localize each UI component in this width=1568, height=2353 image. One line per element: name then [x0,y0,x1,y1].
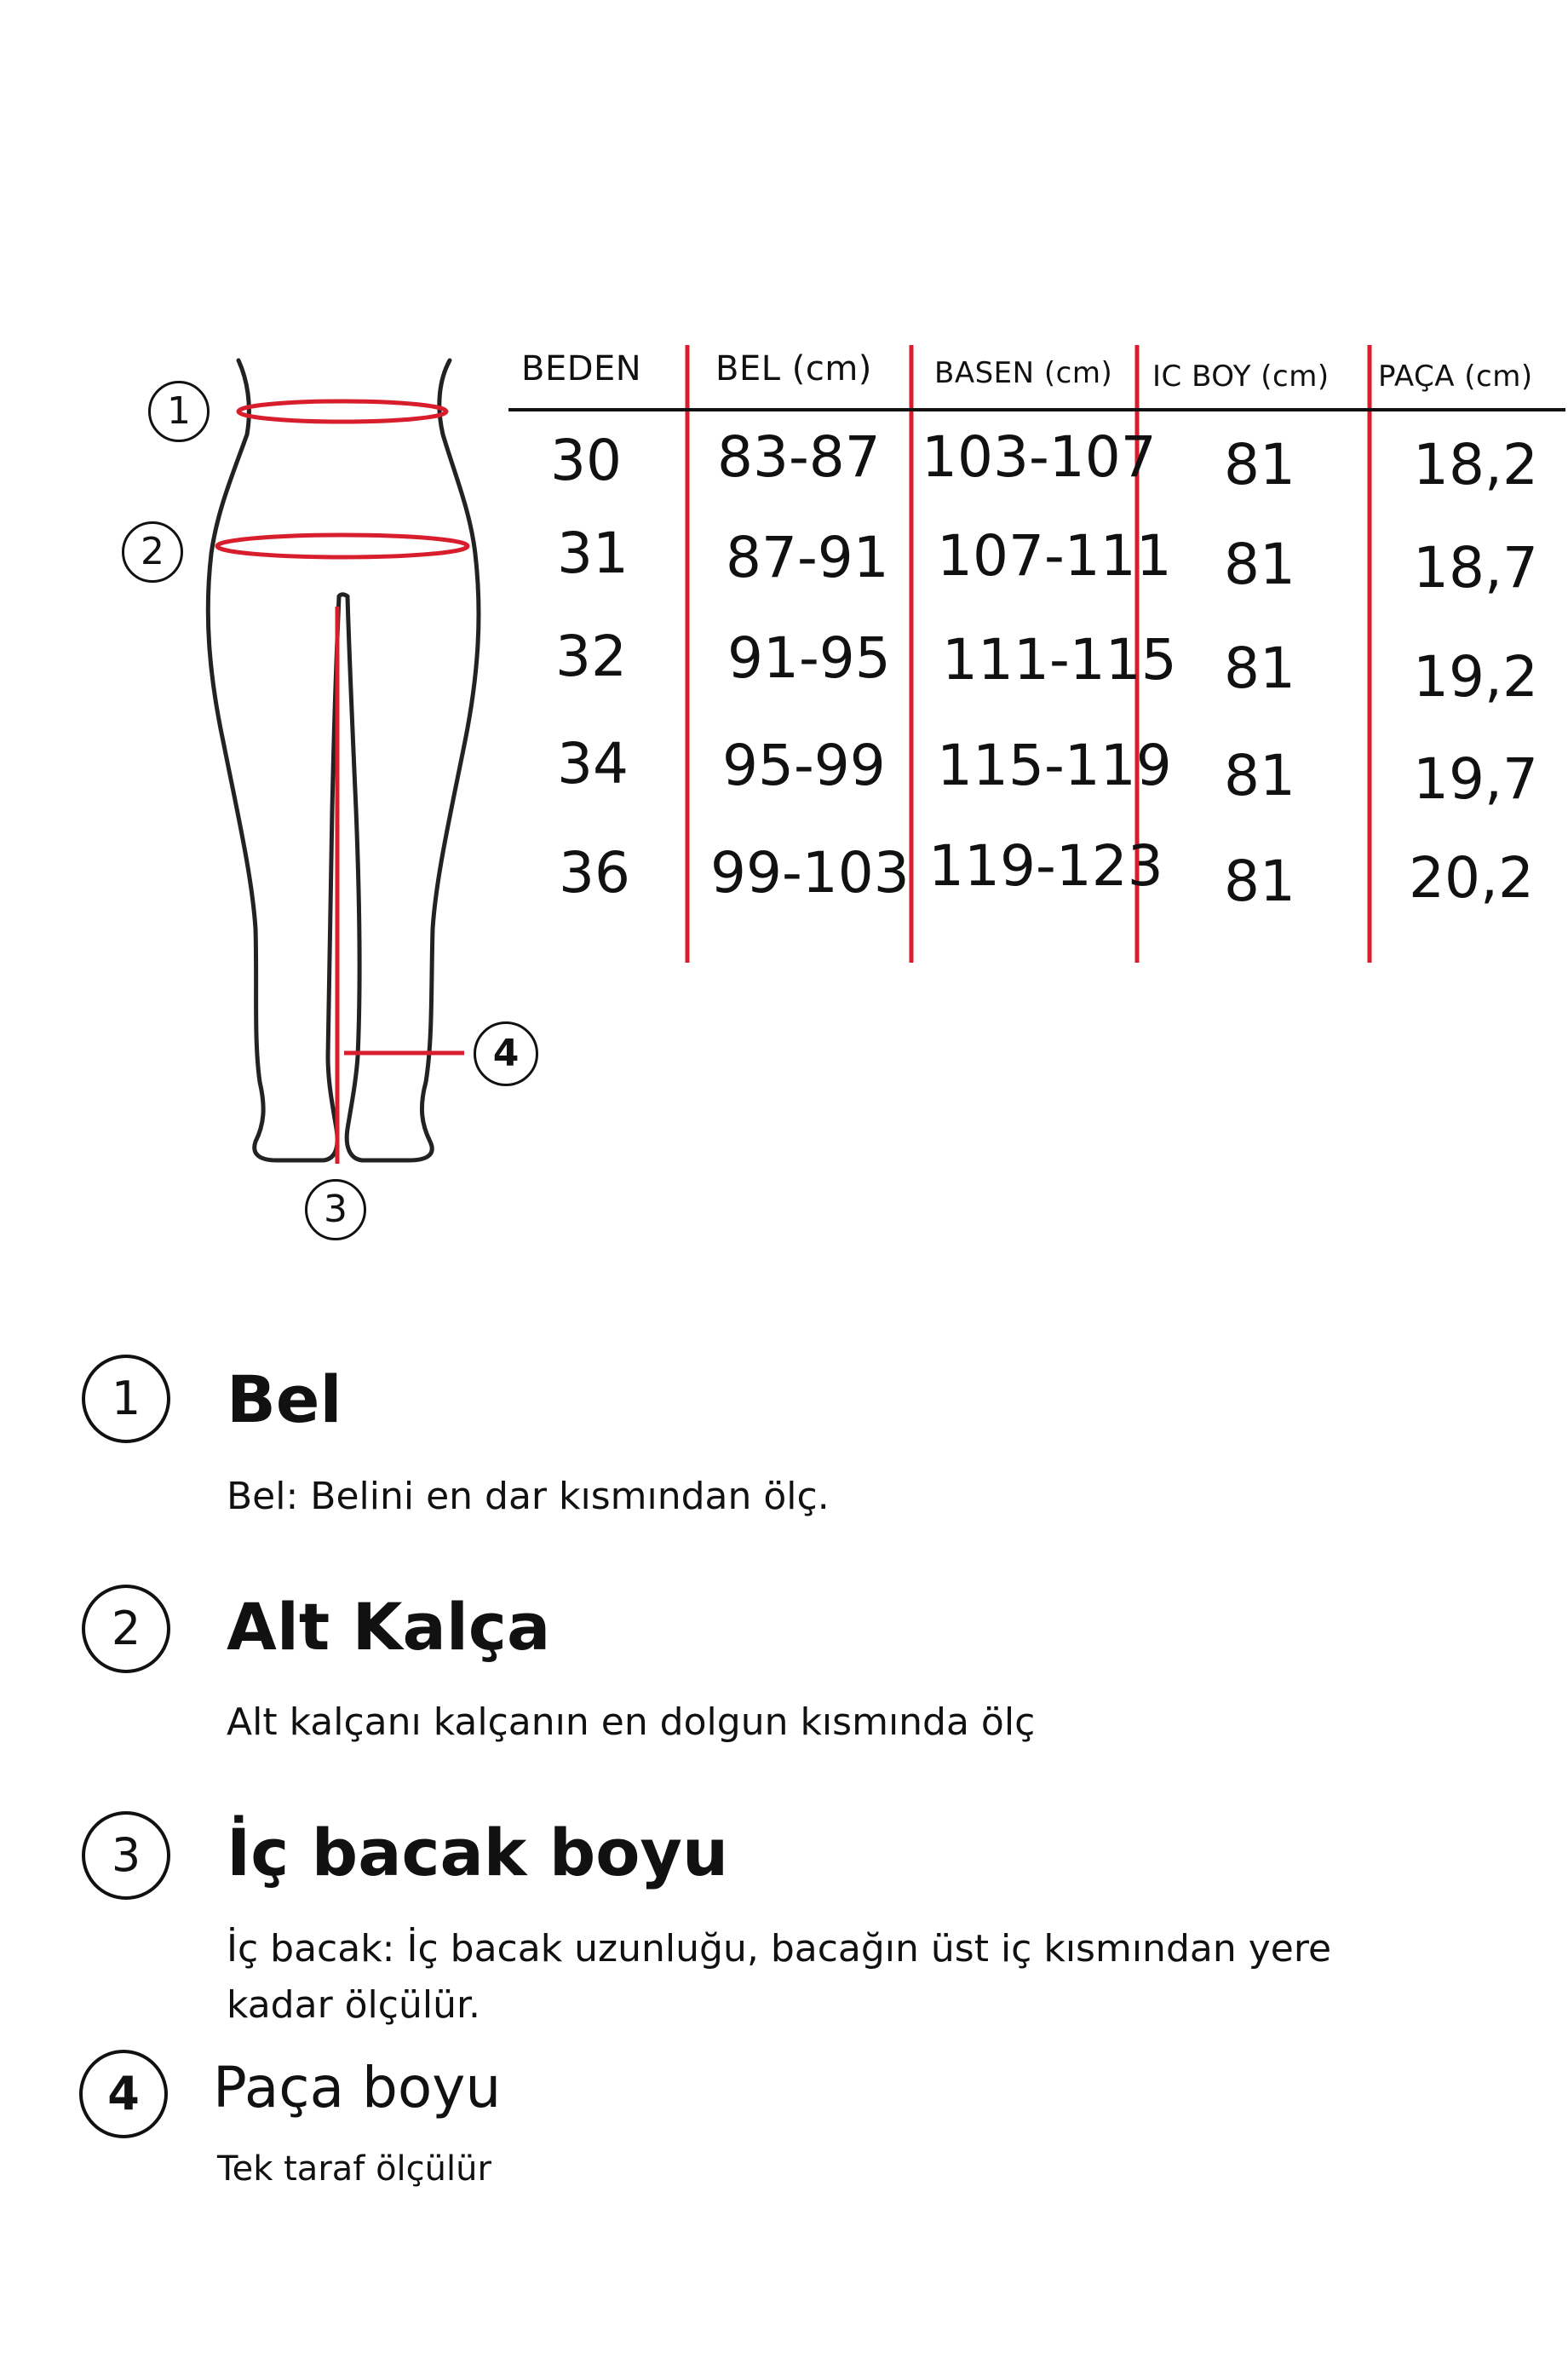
table-cell: 18,2 [1413,432,1538,498]
diagram-marker-2: 2 [122,521,183,583]
table-cell: 95-99 [722,733,886,798]
table-cell: 36 [559,840,630,906]
table-cell: 18,7 [1413,535,1538,601]
table-cell: 32 [555,624,627,689]
table-cell: 107-111 [937,523,1172,589]
diagram-marker-4: 4 [474,1021,538,1086]
legend-marker-2: 2 [82,1585,170,1673]
legend-desc-paca: Tek taraf ölçülür [217,2149,491,2189]
table-cell: 99-103 [710,840,910,906]
diagram-marker-1: 1 [148,381,210,442]
table-cell: 111-115 [942,627,1177,693]
table-cell: 115-119 [937,733,1172,798]
legend-title-bel: Bel [227,1361,342,1437]
legend-desc-bel: Bel: Belini en dar kısmından ölç. [227,1475,830,1518]
legend-title-paca: Paça boyu [213,2055,502,2120]
table-cell: 81 [1224,743,1295,808]
table-cell: 103-107 [922,424,1157,490]
legend-title-alt-kalca: Alt Kalça [227,1589,551,1665]
table-cell: 20,2 [1409,845,1534,911]
header-beden: BEDEN [521,349,642,388]
table-cell: 91-95 [727,625,891,691]
legend-marker-1: 1 [82,1355,170,1443]
table-cell: 81 [1224,532,1295,597]
table-cell: 19,7 [1413,746,1538,812]
table-cell: 87-91 [726,525,889,590]
table-cell: 81 [1224,432,1295,498]
header-bel: BEL (cm) [715,349,872,388]
table-cell: 81 [1224,636,1295,701]
table-cell: 81 [1224,849,1295,914]
table-cell: 30 [550,428,622,493]
legend-marker-3: 3 [82,1811,170,1900]
diagram-marker-3: 3 [305,1179,366,1240]
legend-desc-ic-bacak-line2: kadar ölçülür. [227,1983,481,2027]
table-cell: 19,2 [1413,644,1538,710]
legend-desc-ic-bacak-line1: İç bacak: İç bacak uzunluğu, bacağın üst iç kısmından yere [227,1927,1332,1970]
header-paca: PAÇA (cm) [1378,360,1533,394]
legend-title-ic-bacak: İç bacak boyu [227,1815,729,1890]
legend-marker-4: 4 [79,2050,168,2138]
table-cell: 119-123 [928,833,1163,899]
header-ic-boy: IC BOY (cm) [1152,360,1330,394]
table-cell: 34 [557,731,629,797]
table-cell: 31 [557,521,629,586]
header-basen: BASEN (cm) [934,356,1113,390]
table-cell: 83-87 [717,424,881,490]
legend-desc-alt-kalca: Alt kalçanı kalçanın en dolgun kısmında ölç [227,1700,1036,1744]
